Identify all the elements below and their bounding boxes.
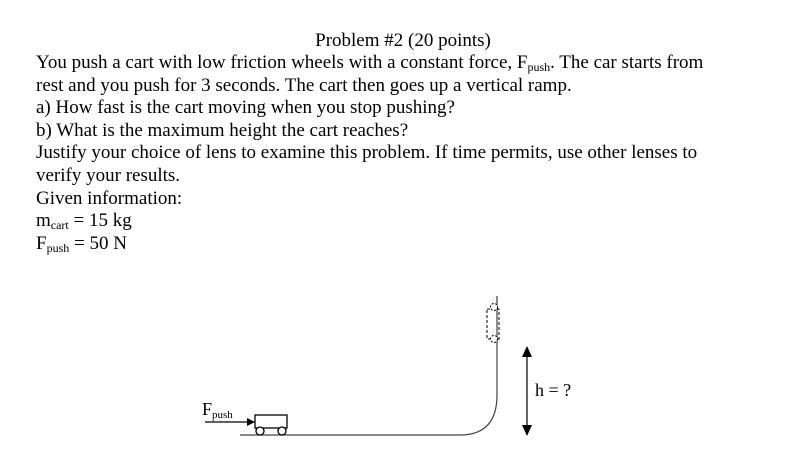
cart-top-wheel-upper: [491, 304, 498, 311]
push-force-label: Fpush: [202, 399, 233, 421]
statement-force-subscript: push: [527, 60, 551, 74]
force-symbol: F: [36, 232, 47, 254]
force-value: = 50 N: [69, 232, 127, 254]
question-a: a) How fast is the cart moving when you stop pushing?: [36, 97, 455, 119]
problem-title: Problem #2 (20 points): [315, 30, 491, 51]
statement-line-2: rest and you push for 3 seconds. The cart then goes up a vertical ramp.: [36, 74, 572, 96]
mass-subscript: cart: [50, 218, 69, 233]
cart-on-ground: [255, 415, 287, 435]
height-arrow-head-down: [522, 425, 532, 436]
ground-and-ramp-track: [240, 296, 497, 435]
cart-body: [255, 415, 287, 428]
given-header: Given information:: [36, 187, 183, 209]
force-subscript: push: [46, 240, 70, 255]
cart-top-wheel-lower: [491, 336, 498, 343]
mass-symbol: m: [36, 210, 51, 232]
justify-line-1: Justify your choice of lens to examine this problem. If time permits, use other lenses to: [36, 142, 698, 164]
statement-part2: . The car starts from: [550, 52, 704, 73]
height-label: h = ?: [535, 380, 572, 400]
statement-part1: You push a cart with low friction wheels with a constant force, F: [36, 52, 528, 73]
cart-wheel-front: [278, 427, 286, 435]
height-arrow-head-up: [522, 346, 532, 357]
justify-line-2: verify your results.: [36, 164, 181, 186]
cart-wheel-rear: [256, 427, 264, 435]
question-b: b) What is the maximum height the cart reaches?: [36, 119, 409, 141]
mass-value: = 15 kg: [68, 210, 132, 232]
